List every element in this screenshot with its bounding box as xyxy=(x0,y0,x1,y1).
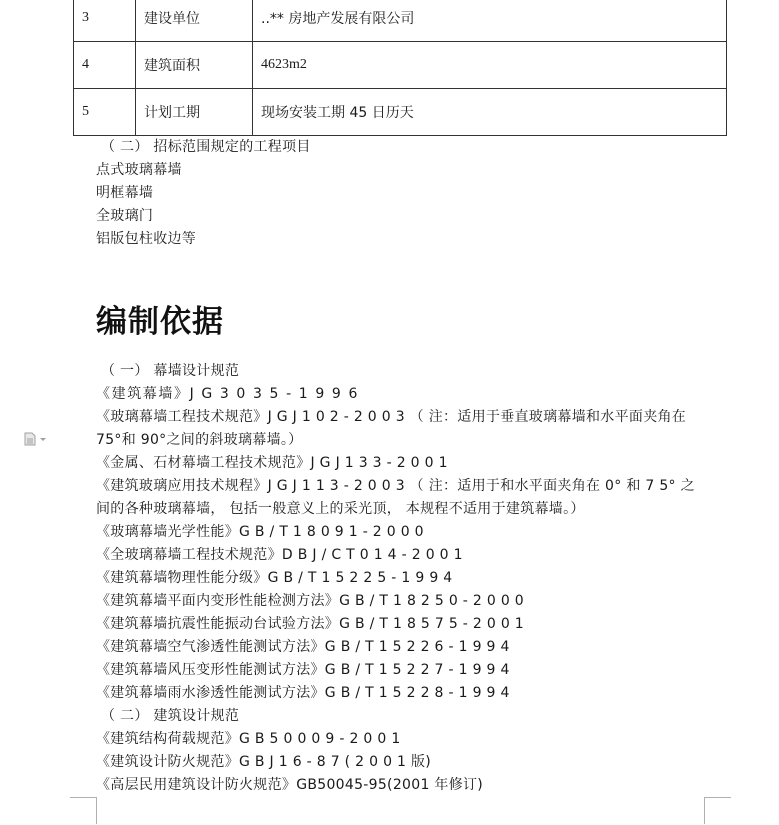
page-corner-mark xyxy=(704,797,731,824)
standard-line: 《建筑设计防火规范》G B J 1 6 - 8 7 ( 2 0 0 1 版) xyxy=(96,754,432,770)
subsection-title: （ 二） 建筑设计规范 xyxy=(101,708,240,724)
subsection-title: （ 一） 幕墙设计规范 xyxy=(101,363,240,379)
standard-line: 《建筑幕墙抗震性能振动台试验方法》G B / T 1 8 5 7 5 - 2 0 0 1 xyxy=(96,616,524,632)
standard-line: 《建筑幕墙》J G 3 0 3 5 - 1 9 9 6 xyxy=(96,386,359,402)
scope-item: 点式玻璃幕墙 xyxy=(96,162,182,178)
row-index: 3 xyxy=(74,0,136,42)
document-icon[interactable] xyxy=(24,432,50,446)
section-heading: 编制依据 xyxy=(96,304,224,340)
table-row xyxy=(74,89,727,136)
project-info-table xyxy=(73,0,727,136)
row-index: 4 xyxy=(74,42,136,89)
standard-line: 《全玻璃幕墙工程技术规范》D B J / C T 0 1 4 - 2 0 0 1 xyxy=(96,547,463,563)
standard-line: 《高层民用建筑设计防火规范》GB50045-95(2001 年修订) xyxy=(96,777,484,793)
standard-line: 《建筑幕墙物理性能分级》G B / T 1 5 2 2 5 - 1 9 9 4 xyxy=(96,570,453,586)
standard-line: 《建筑幕墙风压变形性能测试方法》G B / T 1 5 2 2 7 - 1 9 9 4 xyxy=(96,662,510,678)
standard-line: 《建筑结构荷载规范》G B 5 0 0 0 9 - 2 0 0 1 xyxy=(96,731,401,747)
standard-line: 《建筑幕墙空气渗透性能测试方法》G B / T 1 5 2 2 6 - 1 9 9 4 xyxy=(96,639,510,655)
row-key: 计划工期 xyxy=(136,89,253,136)
standard-line: 《金属、石材幕墙工程技术规范》J G J 1 3 3 - 2 0 0 1 xyxy=(96,455,448,471)
row-value: 4623m2 xyxy=(253,42,727,89)
standard-line: 《建筑幕墙雨水渗透性能测试方法》G B / T 1 5 2 2 8 - 1 9 9 4 xyxy=(96,685,510,701)
row-index: 5 xyxy=(74,89,136,136)
row-value: ..** 房地产发展有限公司 xyxy=(253,0,727,42)
standard-line: 《玻璃幕墙工程技术规范》J G J 1 0 2 - 2 0 0 3 （ 注：适用于垂直玻璃幕墙和水平面夹角在 xyxy=(96,409,687,425)
scope-item: 铝版包柱收边等 xyxy=(96,231,197,247)
row-key: 建筑面积 xyxy=(136,42,253,89)
page-corner-mark xyxy=(70,797,97,824)
standard-line: 间的各种玻璃幕墙， 包括一般意义上的采光顶， 本规程不适用于建筑幕墙。） xyxy=(96,501,585,517)
standard-line: 《建筑玻璃应用技术规程》J G J 1 1 3 - 2 0 0 3 （ 注：适用于和水平面夹角在 0° 和 7 5° 之 xyxy=(96,478,695,494)
table-row xyxy=(74,42,727,89)
scope-item: 明框幕墙 xyxy=(96,185,154,201)
scope-title: （ 二） 招标范围规定的工程项目 xyxy=(101,139,311,155)
table-row xyxy=(74,0,727,42)
scope-item: 全玻璃门 xyxy=(96,208,154,224)
row-key: 建设单位 xyxy=(136,0,253,42)
standard-line: 《玻璃幕墙光学性能》G B / T 1 8 0 9 1 - 2 0 0 0 xyxy=(96,524,424,540)
standard-line: 75°和 90°之间的斜玻璃幕墙。） xyxy=(96,432,303,448)
row-value: 现场安装工期 45 日历天 xyxy=(253,89,727,136)
standard-line: 《建筑幕墙平面内变形性能检测方法》G B / T 1 8 2 5 0 - 2 0 0 0 xyxy=(96,593,524,609)
